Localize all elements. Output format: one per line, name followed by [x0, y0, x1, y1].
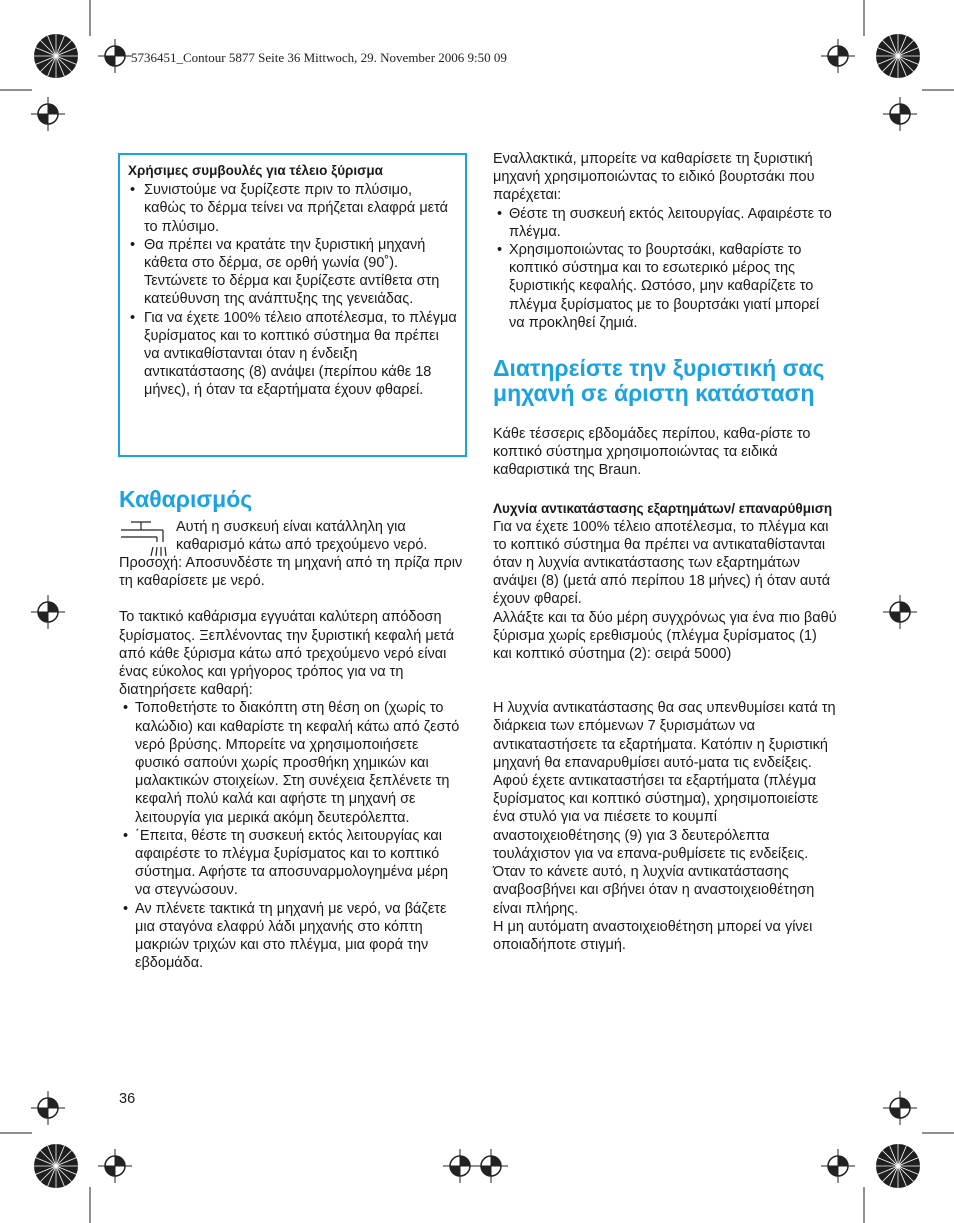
list-item: • ΄Επειτα, θέστε τη συσκευή εκτός λειτουργίας και αφαιρέστε το πλέγμα ξυρίσματος και το κοπτικό σύστημα. Αφήστε τα αποσυναρμολογημένα μέρη να στεγνώσουν.: [119, 827, 464, 900]
print-slug: 5736451_Contour 5877 Seite 36 Mittwoch, 29. November 2006 9:50 09: [131, 50, 507, 65]
list-item: • Χρησιμοποιώντας το βουρτσάκι, καθαρίστε το κοπτικό σύστημα και το εσωτερικό μέρος της ξυριστικής κεφαλής. Ωστόσο, μην καθαρίζετε το πλέγμα ξυρίσματος με το βουρτσάκι γιατί μπορεί να προκληθεί ζημιά.: [493, 241, 838, 332]
list-item: • Τοποθετήστε το διακόπτη στη θέση on (χωρίς το καλώδιο) και καθαρίστε τη κεφαλή κάτω από ζεστό νερό βρύσης. Μπορείτε να χρησιμοποιήσετε φυσικό σαπούνι χωρίς προσθήκη χημικών και μαλακτικών στοιχείων. Στη συνέχεια ξεπλένετε τη κεφαλή πολύ καλά και αφήστε τη μηχανή σε λειτουργία για μερικά ακόμη δευτερόλεπτα.: [119, 699, 464, 826]
lamp-paragraph: Η μη αυτόματη αναστοιχειοθέτηση μπορεί να γίνει οποιαδήποτε στιγμή.: [493, 918, 813, 953]
cleaning-heading: Καθαρισμός: [119, 486, 253, 512]
tips-list: [128, 181, 457, 399]
list-item: • Αν πλένετε τακτικά τη μηχανή με νερό, να βάζετε μια σταγόνα ελαφρύ λάδι μηχανής στο κόπτη μακριών τριχών και στο πλέγμα, μια φορά την εβδομάδα.: [119, 900, 464, 973]
lamp-paragraph: Αλλάξτε και τα δύο μέρη συγχρόνως για ένα πιο βαθύ ξύρισμα χωρίς ερεθισμούς (πλέγμα ξυρίσματος (1) και κοπτικό σύστημα (2): σειρά 5000): [493, 609, 837, 663]
brush-list: [493, 205, 838, 332]
maintenance-text: Κάθε τέσσερις εβδομάδες περίπου, καθα-ρίστε το κοπτικό σύστημα χρησιμοποιώντας τα ειδικά καθαριστικά της Braun.: [493, 426, 811, 479]
cleaning-list: [119, 699, 464, 972]
tap-text: Αυτή η συσκευή είναι κατάλληλη για καθαρισμό κάτω από τρεχούμενο νερό.: [176, 518, 428, 553]
lamp-paragraph: Για να έχετε 100% τέλειο αποτέλεσμα, το πλέγμα και το κοπτικό σύστημα θα πρέπει να αντικαταθίστανται όταν η λυχνία αντικατάστασης των εξαρτημάτων ανάψει (8) (μετά από περίπου 18 μήνες) ή όταν αυτά έχουν φθαρεί.: [493, 518, 831, 608]
tap-block: [119, 518, 464, 554]
list-item: • Θα πρέπει να κρατάτε την ξυριστική μηχανή κάθετα στο δέρμα, σε ορθή γωνία (90˚). Τεντώνετε το δέρμα και ξυρίζεστε αντίθετα στη κατεύθυνση της ανάπτυξης της γενειάδας.: [128, 236, 457, 309]
list-item: • Για να έχετε 100% τέλειο αποτέλεσμα, το πλέγμα ξυρίσματος και το κοπτικό σύστημα θα πρέπει να αντικαθίστανται όταν η ένδειξη αντικατάστασης (8) ανάψει (περίπου κάθε 18 μήνες), ή όταν τα εξαρτήματα έχουν φθαρεί.: [128, 309, 457, 400]
tips-title: Χρήσιμες συμβουλές για τέλειο ξύρισμα: [128, 163, 383, 178]
lamp-paragraph: Αφού έχετε αντικαταστήσει τα εξαρτήματα (πλέγμα ξυρίσματος και κοπτικό σύστημα), χρησιμοποιείστε ένα στυλό για να πιέσετε το κουμπί αναστοιχειοθέτησης (9) για 3 δευτερόλεπτα τουλάχιστον για να επανα-ρυθμίσετε τις ενδείξεις.: [493, 773, 819, 862]
tips-box: [118, 153, 467, 457]
list-item: • Θέστε τη συσκευή εκτός λειτουργίας. Αφαιρέστε το πλέγμα.: [493, 205, 838, 241]
page-number: 36: [119, 1091, 136, 1107]
tap-water-icon: [119, 518, 167, 562]
maintenance-heading: Διατηρείστε την ξυριστική σας μηχανή σε άριστη κατάσταση: [493, 355, 825, 406]
list-item: • Συνιστούμε να ξυρίζεστε πριν το πλύσιμο, καθώς το δέρμα τείνει να πρήζεται ελαφρά μετά το πλύσιμο.: [128, 181, 457, 236]
right-column: [493, 150, 838, 954]
cleaning-section: [119, 487, 464, 972]
cleaning-intro: Το τακτικό καθάρισμα εγγυάται καλύτερη απόδοση ξυρίσματος. Ξεπλένοντας την ξυριστική κεφαλή μετά από κάθε ξύρισμα κάτω από τρεχούμενο νερό είναι ένας εύκολος και γρήγορος τρόπος για να τη διατηρήσετε καθαρή:: [119, 609, 455, 699]
brush-intro: Εναλλακτικά, μπορείτε να καθαρίσετε τη ξυριστική μηχανή χρησιμοποιώντας το ειδικό βουρτσάκι που παρέχεται:: [493, 151, 815, 204]
lamp-paragraph: Η λυχνία αντικατάστασης θα σας υπενθυμίσει κατά τη διάρκεια των επόμενων 7 ξυρισμάτων να αντικαταστήσετε τα εξαρτήματα. Κατόπιν η ξυριστική μηχανή θα επαναρυθμίσει αυτό-ματα τις ενδείξεις.: [493, 700, 836, 771]
lamp-paragraph: Όταν το κάνετε αυτό, η λυχνία αντικατάστασης αναβοσβήνει και σβήνει όταν η αναστοιχειοθέτηση είναι πλήρης.: [493, 864, 815, 917]
lamp-heading: Λυχνία αντικατάστασης εξαρτημάτων/ επαναρύθμιση: [493, 500, 833, 516]
warning-text: Προσοχή: Αποσυνδέστε τη μηχανή από τη πρίζα πριν τη καθαρίσετε με νερό.: [119, 554, 463, 590]
